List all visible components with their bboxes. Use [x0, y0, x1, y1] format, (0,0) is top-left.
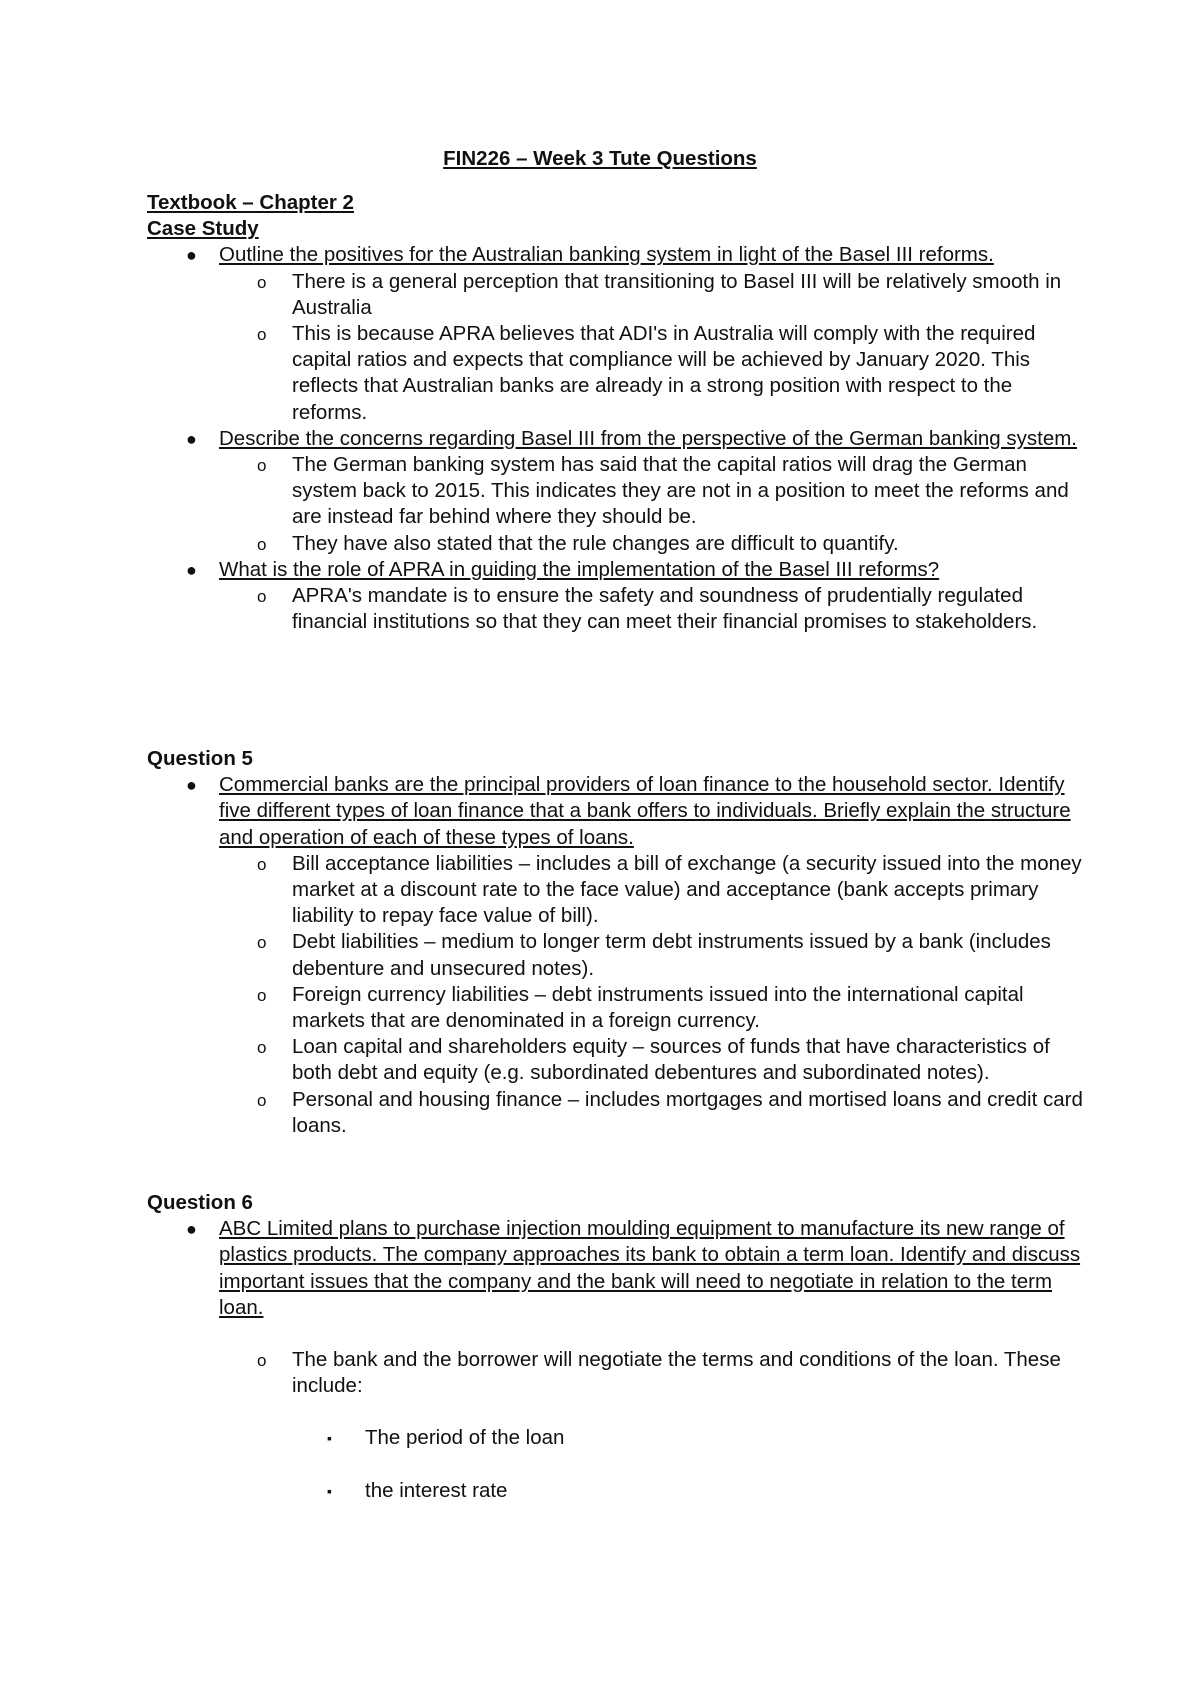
answer-text: The bank and the borrower will negotiate the terms and conditions of the loan. These include: — [292, 1348, 1061, 1398]
bullet-marker: ● — [186, 1219, 197, 1240]
sub-marker: o — [257, 933, 267, 953]
list-item — [147, 242, 1087, 268]
square-marker: ▪ — [327, 1482, 332, 1499]
question-6-section — [147, 1190, 1087, 1504]
sub-marker: o — [257, 587, 267, 607]
list-item — [147, 1478, 1087, 1504]
answer-text: Loan capital and shareholders equity – sources of funds that have characteristics of both debt and equity (e.g. subordinated debentures and subordinated notes). — [292, 1035, 1050, 1085]
question-text: Outline the positives for the Australian banking system in light of the Basel III reforms. — [219, 243, 994, 267]
list-item — [147, 321, 1087, 426]
spacer — [147, 1321, 1087, 1347]
square-marker: ▪ — [327, 1430, 332, 1447]
question-6-heading: Question 6 — [147, 1191, 253, 1214]
sub-marker: o — [257, 325, 267, 345]
bullet-marker: ● — [186, 775, 197, 796]
list-item — [147, 772, 1087, 851]
question-text: What is the role of APRA in guiding the implementation of the Basel III reforms? — [219, 557, 940, 581]
spacer — [147, 1399, 1087, 1425]
sub-marker: o — [257, 854, 267, 874]
answer-text: Debt liabilities – medium to longer term debt instruments issued by a bank (includes debenture and unsecured notes). — [292, 930, 1051, 980]
subitem-text: The period of the loan — [365, 1426, 565, 1450]
case-study-section — [147, 190, 1087, 635]
sub-marker: o — [257, 534, 267, 554]
list-item — [147, 426, 1087, 452]
list-item — [147, 1034, 1087, 1086]
sub-marker: o — [257, 985, 267, 1005]
answer-text: This is because APRA believes that ADI's in Australia will comply with the required capital ratios and expects that compliance will be achieved by January 2020. This reflects that Australian banks are already in a strong position with respect to the reforms. — [292, 322, 1036, 424]
sub-marker: o — [257, 1351, 267, 1371]
spacer — [147, 1452, 1087, 1478]
subitem-text: the interest rate — [365, 1478, 508, 1502]
question-text: Describe the concerns regarding Basel III from the perspective of the German banking system. — [219, 426, 1077, 450]
list-item — [147, 269, 1087, 321]
sub-marker: o — [257, 1090, 267, 1110]
bullet-marker: ● — [186, 559, 197, 580]
question-5-section — [147, 746, 1087, 1139]
list-item — [147, 531, 1087, 557]
answer-text: APRA's mandate is to ensure the safety and soundness of prudentially regulated financial institutions so that they can meet their financial promises to stakeholders. — [292, 584, 1038, 634]
sub-marker: o — [257, 1038, 267, 1058]
list-item — [147, 1087, 1087, 1139]
list-item — [147, 1425, 1087, 1451]
chapter-heading: Textbook – Chapter 2 — [147, 191, 354, 214]
list-item — [147, 1347, 1087, 1399]
list-item — [147, 583, 1087, 635]
list-item — [147, 557, 1087, 583]
list-item — [147, 929, 1087, 981]
answer-text: Foreign currency liabilities – debt instruments issued into the international capital markets that are denominated in a foreign currency. — [292, 982, 1024, 1033]
bullet-marker: ● — [186, 428, 197, 449]
question-text: ABC Limited plans to purchase injection moulding equipment to manufacture its new range of plastics products. The company approaches its bank to obtain a term loan. Identify and discuss important issues that the company and the bank will need to negotiate in relation to the term loan. — [219, 1217, 1081, 1319]
list-item — [147, 1216, 1087, 1321]
answer-text: There is a general perception that transitioning to Basel III will be relatively smooth in Australia — [292, 269, 1062, 319]
sub-marker: o — [257, 272, 267, 292]
page-title: FIN226 – Week 3 Tute Questions — [443, 147, 757, 170]
case-study-heading: Case Study — [147, 217, 259, 241]
bullet-marker: ● — [186, 245, 197, 266]
list-item — [147, 982, 1087, 1034]
question-text: Commercial banks are the principal providers of loan finance to the household sector. Identify five different types of loan finance that a bank offers to individuals. Briefly explain the structure and operation of each of these types of loans. — [219, 773, 1071, 849]
list-item — [147, 851, 1087, 930]
answer-text: The German banking system has said that the capital ratios will drag the German system back to 2015. This indicates they are not in a position to meet the reforms and are instead far behind where they should be. — [292, 453, 1069, 529]
answer-text: Personal and housing finance – includes mortgages and mortised loans and credit card loans. — [292, 1087, 1083, 1137]
question-5-heading: Question 5 — [147, 747, 253, 770]
list-item — [147, 452, 1087, 531]
answer-text: Bill acceptance liabilities – includes a bill of exchange (a security issued into the money market at a discount rate to the face value) and acceptance (bank accepts primary liability to repay face value of bill). — [292, 851, 1082, 928]
sub-marker: o — [257, 456, 267, 476]
answer-text: They have also stated that the rule changes are difficult to quantify. — [292, 531, 899, 555]
